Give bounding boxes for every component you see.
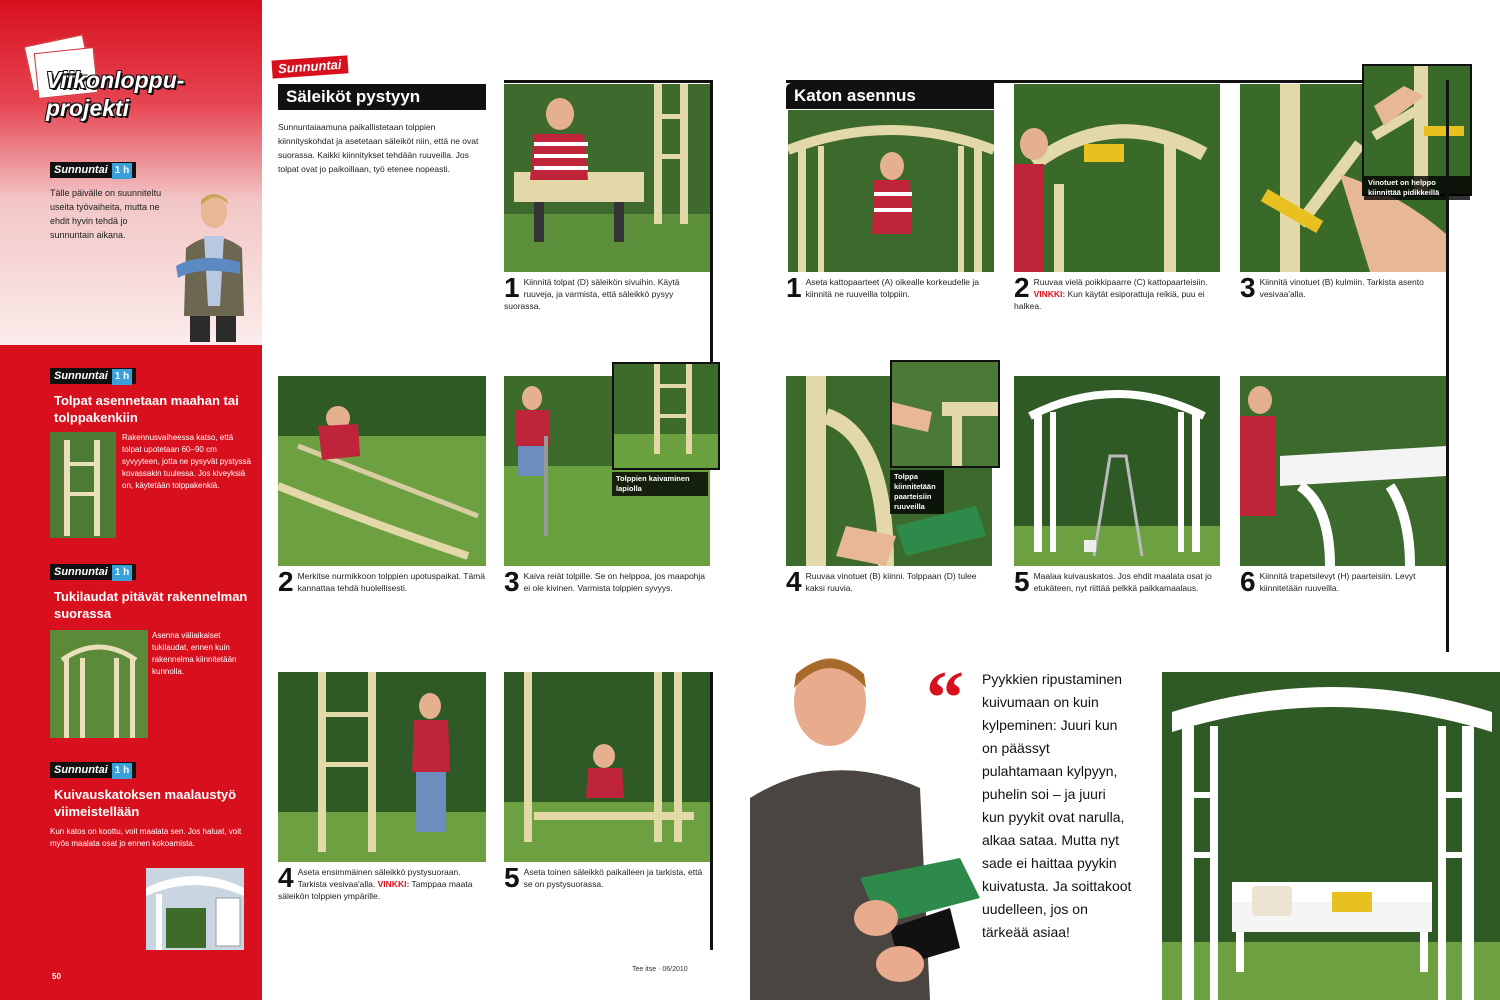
section-title: Säleiköt pystyyn: [278, 84, 486, 110]
roof-step6-photo: [1240, 376, 1446, 566]
day-tag: [50, 368, 136, 384]
time-label: 1 h: [112, 565, 132, 581]
step-number: 5: [504, 862, 520, 893]
day-tag: [50, 162, 136, 178]
pull-quote: Pyykkien ripustaminen kuivumaan on kuin kylpeminen: Juuri kun on päässyt pulahtamaan kylpyyn, puhelin soi – ja juuri kun pyykit ovat narulla, alkaa sataa. Mutta nyt sade ei haittaa pyykin kuivatusta. Ja soittakoot uudelleen, jos on tärkeää asiaa!: [982, 671, 1132, 940]
photo-caption: Vinotuet on helppo kiinnittää pidikkeillä: [1364, 176, 1470, 200]
time-label: 1 h: [112, 763, 132, 779]
step-text: Maalaa kuivauskatos. Jos ehdit maalata osat jo etukäteen, nyt riittää pelkkä paikkamaalaus.: [1033, 571, 1212, 593]
divider: [1446, 80, 1449, 652]
divider: [504, 80, 713, 83]
step-text: Merkitse nurmikkoon tolppien upotuspaikat. Tämä kannattaa tehdä huolellisesti.: [297, 571, 485, 593]
man-illustration-icon: [170, 186, 252, 342]
step-number: 3: [1240, 272, 1256, 303]
box-title: Kuivauskatoksen maalaustyö viimeistellään: [54, 787, 237, 819]
page-footer: Tee itse · 06/2010: [632, 966, 688, 973]
posts-photo: [50, 432, 116, 538]
step-text: Kiinnitä vinotuet (B) kulmiin. Tarkista asento vesivaa'alla.: [1259, 277, 1424, 299]
step-number: 4: [786, 566, 802, 597]
step4-photo: [278, 672, 486, 862]
painted-roof-photo: [146, 868, 244, 950]
step-text: Kaiva reiät tolpille. Se on helppoa, jos maapohja ei ole kivinen. Varmista tolppien syvyys.: [523, 571, 706, 593]
tip-text: Kun käytät esiporattuja reikiä, puu ei halkea.: [1014, 289, 1205, 311]
box-text: Rakennusvaiheessa katso, että tolpat upotetaan 60–90 cm syvyyteen, jotta ne pysyvät pystyssä kovassakin tuulessa. Jos kiveyksiä on, käytetään tolppakenkiä.: [122, 433, 251, 490]
box-title: Tukilaudat pitävät rakennelman suorassa: [54, 589, 248, 621]
day-tag: [50, 762, 136, 778]
page-number: 50: [52, 972, 61, 981]
roof-step1-photo: [788, 110, 994, 272]
section-title: Katon asennus: [786, 83, 994, 109]
time-label: 1 h: [112, 369, 132, 385]
step-number: 3: [504, 566, 520, 597]
step-1: [504, 272, 710, 312]
roof-step-4: [786, 566, 992, 597]
step-2: [278, 566, 486, 597]
intro-text: Sunnuntaiaamuna paikallistetaan tolppien kiinnityskohdat ja asetetaan säleiköt niin, että ne ovat suorassa. Kaikki kiinnitykset tehdään ruuveilla. Jos tolpat ovat jo paikoillaan, työ etenee nopeasti.: [278, 122, 479, 174]
step-5: [504, 862, 710, 893]
step-4: [278, 862, 486, 902]
roof-step-3: [1240, 272, 1446, 303]
step3-inset-photo: [612, 362, 720, 470]
day-label: Sunnuntai: [54, 164, 108, 176]
step5-photo: [504, 672, 710, 862]
divider: [710, 672, 713, 950]
tip-label: VINKKI:: [377, 879, 410, 889]
step1-photo: [504, 84, 710, 272]
step-number: 2: [278, 566, 294, 597]
step-text: Kiinnitä tolpat (D) säleikön sivuihin. Käytä ruuveja, ja varmista, että säleikkö pysyy suorassa.: [504, 277, 680, 311]
step-text: Ruuvaa vielä poikkipaarre (C) kattopaarteisiin.: [1033, 277, 1208, 287]
roof-step-1: [786, 272, 992, 303]
roof-step4-inset-photo: [890, 360, 1000, 468]
step-number: 1: [786, 272, 802, 303]
step-number: 4: [278, 862, 294, 893]
logo-title: Viikonloppu- projekti: [46, 67, 185, 121]
day-label: Sunnuntai: [54, 370, 108, 382]
time-label: 1 h: [112, 163, 132, 179]
day-label: Sunnuntai: [54, 764, 108, 776]
step2-photo: [278, 376, 486, 566]
sidebar: [0, 0, 262, 1000]
step-text: Aseta toinen säleikkö paikalleen ja tarkista, että se on pystysuorassa.: [523, 867, 703, 889]
roof-step-2: [1014, 272, 1220, 312]
roof-step-6: [1240, 566, 1446, 597]
step-number: 5: [1014, 566, 1030, 597]
step-number: 1: [504, 272, 520, 303]
tip-text: Tamppaa maata säleikön tolppien ympärille.: [278, 879, 473, 901]
roof-step5-photo: [1014, 376, 1220, 566]
step-number: 6: [1240, 566, 1256, 597]
box-text: Kun katos on koottu, voit maalata sen. Jos haluat, voit myös maalata osat jo ennen kokoamista.: [50, 827, 242, 848]
step-3: [504, 566, 710, 597]
photo-caption: Tolppien kaivaminen lapiolla: [612, 472, 708, 496]
box-text: Asenna väliaikaiset tukilaudat, ennen kuin rakennelma kiinnitetään kunnolla.: [152, 631, 237, 676]
photo-caption: Tolppa kiinnitetään paarteisiin ruuveilla: [890, 470, 944, 514]
box-title: Tolpat asennetaan maahan tai tolppakenkiin: [54, 393, 239, 425]
quote-mark-icon: “: [926, 656, 964, 740]
finished-pergola-photo: [1162, 672, 1500, 1000]
roof-step2-photo: [1014, 84, 1220, 272]
step-text: Aseta ensimmäinen säleikkö pystysuoraan. Tarkista vesivaa'alla.: [297, 867, 461, 889]
day-badge: Sunnuntai: [271, 55, 348, 78]
step-text: Kiinnitä trapetsilevyt (H) paarteisiin. Levyt kiinnitetään ruuveilla.: [1259, 571, 1416, 593]
divider: [710, 80, 713, 370]
day-label: Sunnuntai: [54, 566, 108, 578]
day-tag: [50, 564, 136, 580]
roof-step-5: [1014, 566, 1220, 597]
arch-frame-photo: [50, 630, 148, 738]
step-text: Ruuvaa vinotuet (B) kiinni. Tolppaan (D) tulee kaksi ruuvia.: [805, 571, 977, 593]
intro-quote: Tälle päivälle on suunniteltu useita työvaiheita, mutta ne ehdit hyvin tehdä jo sunnuntain aikana.: [50, 188, 162, 240]
step-number: 2: [1014, 272, 1030, 303]
tip-label: VINKKI:: [1033, 289, 1066, 299]
step-text: Aseta kattopaarteet (A) oikealle korkeudelle ja kiinnitä ne ruuveilla tolppiin.: [805, 277, 979, 299]
